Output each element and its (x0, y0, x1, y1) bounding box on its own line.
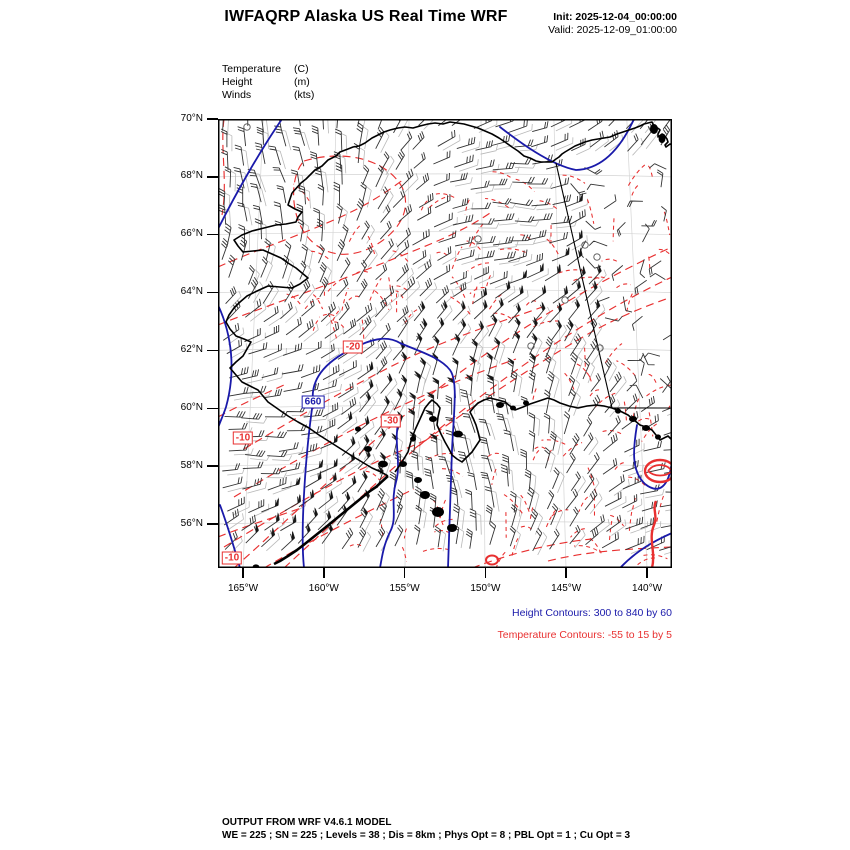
lat-tick-label: 68°N (180, 170, 203, 182)
lat-tick-mark (207, 350, 218, 352)
wind-barbs-underlayer (223, 119, 672, 555)
temperature-closed-contour (486, 556, 498, 565)
lon-tick-mark (485, 568, 487, 578)
model-config-line: WE = 225 ; SN = 225 ; Levels = 38 ; Dis = 8km ; Phys Opt = 8 ; PBL Opt = 1 ; Cu Opt = 3 (222, 830, 631, 841)
temperature-contour-value-label: -10 (233, 432, 253, 445)
lon-tick-label: 160°W (308, 583, 339, 594)
height-contour-line (500, 119, 634, 170)
height-contour-line (218, 305, 232, 428)
page-title: IWFAQRP Alaska US Real Time WRF (224, 8, 508, 25)
lat-tick-mark (207, 292, 218, 294)
init-time: Init: 2025-12-04_00:00:00 (553, 11, 677, 23)
map-svg (218, 119, 672, 568)
calm-wind-circle (562, 297, 568, 303)
field-legend (222, 63, 314, 102)
lat-tick-label: 56°N (180, 517, 203, 529)
field-unit: (C) (294, 63, 309, 75)
temperature-contour-value-label: -30 (381, 415, 401, 428)
temperature-contours-strong (486, 460, 672, 568)
lon-tick-mark (646, 568, 648, 578)
run-times (548, 11, 677, 37)
map-canvas (218, 119, 672, 568)
wind-barb-shadow-strokes (223, 119, 672, 555)
lat-tick-mark (207, 118, 218, 120)
temperature-contour-value-label: -10 (222, 552, 242, 565)
height-contour-value-label: 660 (302, 396, 325, 409)
lat-tick-label: 64°N (180, 286, 203, 298)
lat-tick-label: 66°N (180, 228, 203, 240)
calm-wind-circle (475, 236, 481, 242)
temperature-contour-dashed (218, 507, 304, 537)
temperature-contour-dashed (218, 179, 404, 267)
temperature-contour-legend: Temperature Contours: -55 to 15 by 5 (497, 629, 672, 641)
height-contour-line (380, 417, 400, 568)
lat-tick-label: 62°N (180, 343, 203, 355)
lat-tick-mark (207, 523, 218, 525)
field-unit: (m) (294, 76, 310, 88)
height-contour-legend: Height Contours: 300 to 840 by 60 (512, 607, 672, 619)
temperature-contour-squiggle (648, 465, 672, 476)
lon-tick-label: 155°W (389, 583, 420, 594)
lon-tick-label: 140°W (631, 583, 663, 594)
temperature-contour-value-label: -20 (343, 341, 363, 354)
field-temperature (222, 63, 314, 76)
field-name: Winds (222, 89, 252, 101)
model-output-line: OUTPUT FROM WRF V4.6.1 MODEL (222, 817, 392, 828)
lon-tick-label: 145°W (551, 583, 582, 594)
lat-tick-mark (207, 176, 218, 178)
wind-barbs (218, 119, 672, 551)
lat-tick-label: 58°N (180, 459, 203, 471)
calm-wind-circle (594, 254, 600, 260)
lat-tick-label: 70°N (180, 112, 203, 124)
coastlines (226, 122, 672, 564)
wind-barb-strokes (218, 119, 672, 551)
lon-tick-mark (323, 568, 325, 578)
height-contour-line (218, 119, 282, 229)
field-height (222, 76, 314, 89)
temperature-contour-line (652, 501, 656, 568)
lon-tick-mark (242, 568, 244, 578)
gulf-coastline (395, 398, 672, 472)
lon-tick-mark (565, 568, 567, 578)
lon-tick-label: 150°W (470, 583, 501, 594)
lon-tick-mark (404, 568, 406, 578)
field-name: Temperature (222, 63, 281, 75)
lon-tick-label: 165°W (227, 583, 259, 594)
lat-tick-mark (207, 465, 218, 467)
lat-tick-mark (207, 408, 218, 410)
field-name: Height (222, 76, 253, 88)
lat-tick-label: 60°N (180, 401, 203, 413)
alaska-canada-border (556, 163, 612, 408)
field-unit: (kts) (294, 89, 315, 101)
temperature-contour-dashed (234, 247, 672, 568)
lat-tick-mark (207, 234, 218, 236)
calm-wind-circle (244, 124, 250, 130)
valid-time: Valid: 2025-12-09_01:00:00 (548, 24, 677, 36)
field-winds (222, 89, 314, 102)
